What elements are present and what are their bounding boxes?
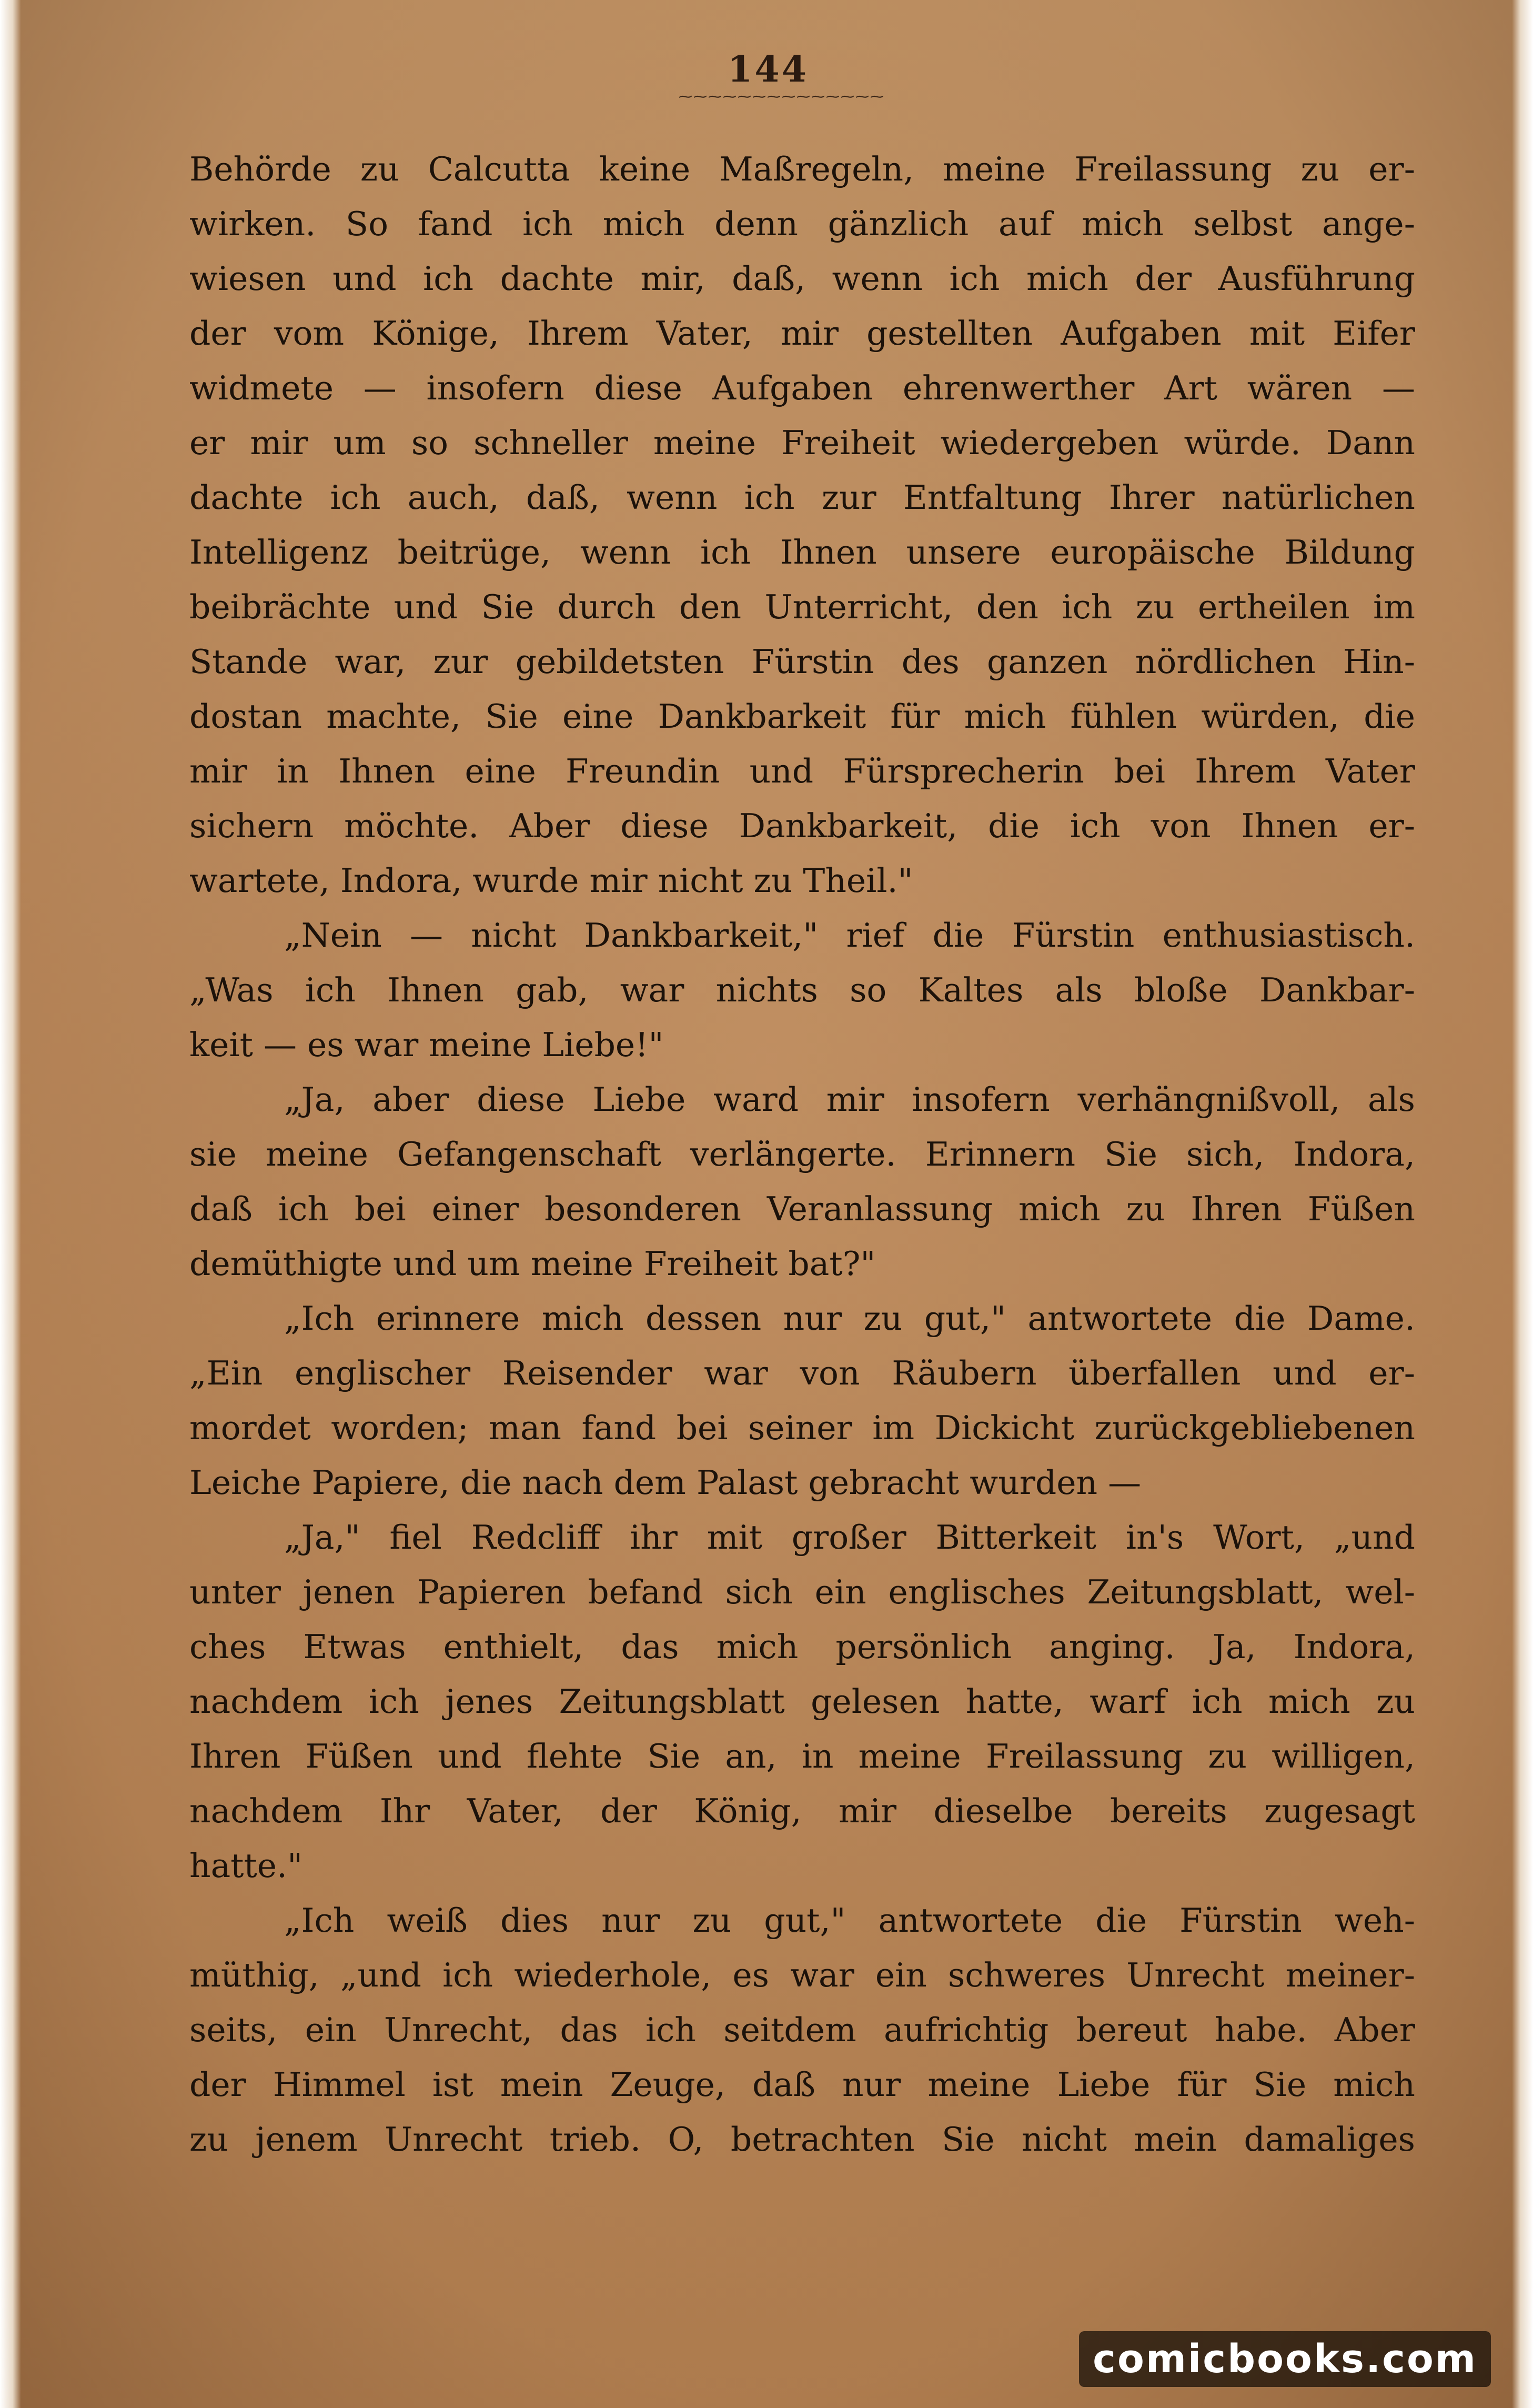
text-line: Ihren Füßen und flehte Sie an, in meine Freilassung zu willigen, bbox=[189, 1737, 1415, 1775]
text-line: mir in Ihnen eine Freundin und Fürsprecherin bei Ihrem Vater bbox=[189, 752, 1415, 790]
text-line: Stande war, zur gebildetsten Fürstin des ganzen nördlichen Hin- bbox=[189, 643, 1415, 681]
text-line: demüthigte und um meine Freiheit bat?" bbox=[189, 1245, 876, 1283]
text-line: müthig, „und ich wiederhole, es war ein schweres Unrecht meiner- bbox=[189, 1956, 1415, 1994]
text-line: wartete, Indora, wurde mir nicht zu Theil." bbox=[189, 861, 913, 900]
text-line: mordet worden; man fand bei seiner im Dickicht zurückgebliebenen bbox=[189, 1409, 1415, 1447]
text-line: „Nein — nicht Dankbarkeit," rief die Fürstin enthusiastisch. bbox=[284, 916, 1415, 955]
text-line: sie meine Gefangenschaft verlängerte. Erinnern Sie sich, Indora, bbox=[189, 1135, 1415, 1173]
text-line: „Ich weiß dies nur zu gut," antwortete die Fürstin weh- bbox=[284, 1901, 1415, 1940]
body-text bbox=[189, 142, 1415, 2167]
text-line: dostan machte, Sie eine Dankbarkeit für mich fühlen würden, die bbox=[189, 697, 1415, 736]
text-line: zu jenem Unrecht trieb. O, betrachten Sie nicht mein damaliges bbox=[189, 2120, 1415, 2159]
text-line: der Himmel ist mein Zeuge, daß nur meine Liebe für Sie mich bbox=[189, 2065, 1415, 2104]
text-line: der vom Könige, Ihrem Vater, mir gestellten Aufgaben mit Eifer bbox=[189, 314, 1415, 353]
page-edge-left bbox=[0, 0, 21, 2408]
text-line: „Was ich Ihnen gab, war nichts so Kaltes als bloße Dankbar- bbox=[189, 971, 1415, 1009]
text-line: Intelligenz beitrüge, wenn ich Ihnen unsere europäische Bildung bbox=[189, 533, 1415, 571]
text-line: nachdem ich jenes Zeitungsblatt gelesen hatte, warf ich mich zu bbox=[189, 1682, 1415, 1721]
text-line: Behörde zu Calcutta keine Maßregeln, meine Freilassung zu er- bbox=[189, 150, 1415, 188]
text-line: wiesen und ich dachte mir, daß, wenn ich mich der Ausführung bbox=[189, 259, 1415, 298]
page-number: 144 bbox=[728, 48, 809, 91]
header-ornament: ⁓⁓⁓⁓⁓⁓⁓⁓⁓⁓⁓⁓⁓⁓ bbox=[679, 93, 885, 101]
text-line: dachte ich auch, daß, wenn ich zur Entfaltung Ihrer natürlichen bbox=[189, 478, 1415, 517]
text-line: sichern möchte. Aber diese Dankbarkeit, die ich von Ihnen er- bbox=[189, 807, 1415, 845]
text-line: nachdem Ihr Vater, der König, mir dieselbe bereits zugesagt bbox=[189, 1792, 1415, 1830]
text-line: keit — es war meine Liebe!" bbox=[189, 1026, 664, 1064]
text-line: „Ich erinnere mich dessen nur zu gut," antwortete die Dame. bbox=[284, 1299, 1415, 1338]
text-line: widmete — insofern diese Aufgaben ehrenwerther Art wären — bbox=[189, 369, 1415, 407]
text-line: er mir um so schneller meine Freiheit wiedergeben würde. Dann bbox=[189, 424, 1415, 462]
text-line: wirken. So fand ich mich denn gänzlich auf mich selbst ange- bbox=[189, 205, 1415, 243]
text-line: daß ich bei einer besonderen Veranlassung mich zu Ihren Füßen bbox=[189, 1190, 1415, 1228]
page-edge-right bbox=[1512, 0, 1533, 2408]
text-line: „Ein englischer Reisender war von Räubern überfallen und er- bbox=[189, 1354, 1415, 1392]
text-line: unter jenen Papieren befand sich ein englisches Zeitungsblatt, wel- bbox=[189, 1573, 1415, 1611]
text-line: „Ja," fiel Redcliff ihr mit großer Bitterkeit in's Wort, „und bbox=[284, 1518, 1415, 1557]
watermark-logo: comicbooks.com bbox=[1079, 2331, 1491, 2387]
text-line: ches Etwas enthielt, das mich persönlich anging. Ja, Indora, bbox=[189, 1628, 1415, 1666]
text-line: seits, ein Unrecht, das ich seitdem aufrichtig bereut habe. Aber bbox=[189, 2011, 1415, 2049]
text-line: Leiche Papiere, die nach dem Palast gebracht wurden — bbox=[189, 1463, 1142, 1502]
text-line: hatte." bbox=[189, 1847, 303, 1885]
text-line: beibrächte und Sie durch den Unterricht, den ich zu ertheilen im bbox=[189, 588, 1415, 626]
text-line: „Ja, aber diese Liebe ward mir insofern verhängnißvoll, als bbox=[284, 1080, 1415, 1119]
